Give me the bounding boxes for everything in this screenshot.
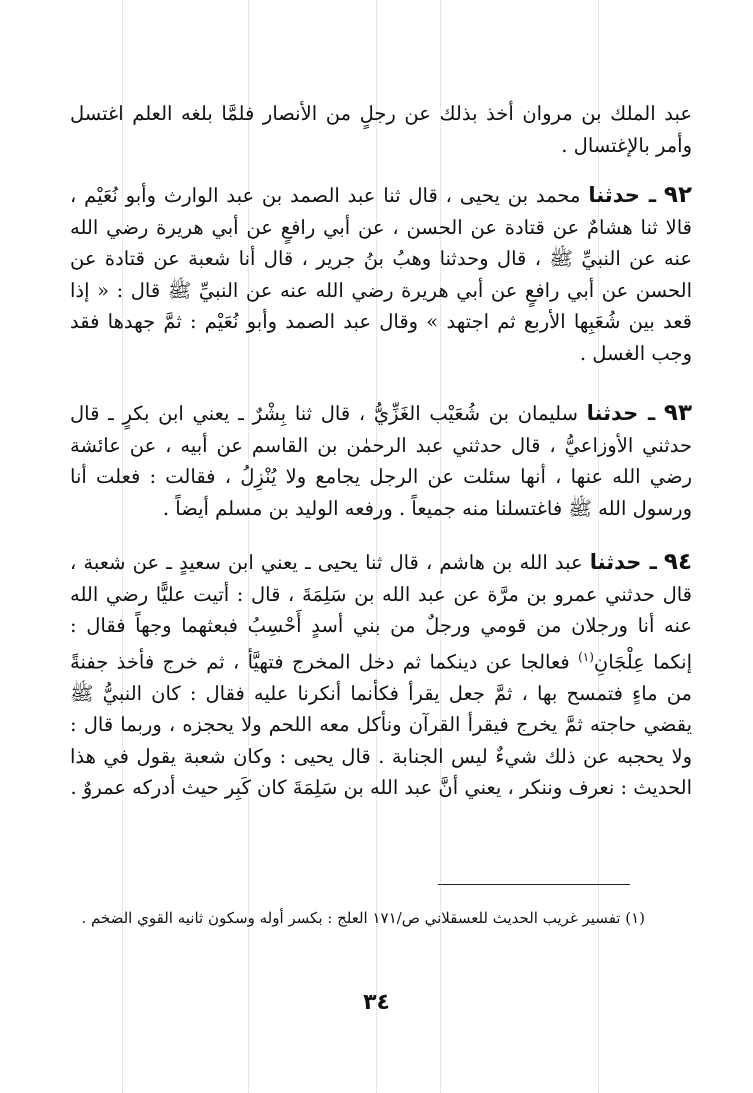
hadith-number: ٩٣ [663, 400, 692, 426]
hadith-92: ٩٢ ـ حدثنا محمد بن يحيى ، قال ثنا عبد الصمد بن عبد الوارث وأبو نُعَيْم ، قالا ثنا هشامٌ عن قتادة عن الحسن ، عن أبي رافعٍ عن أبي هريرة رضي الله عنه عن النبيِّ ﷺ ، قال وحدثنا وهبُ بنُ جرير ، قال أنا شعبة عن قتادة عن الحسن عن أبي رافعٍ عن أبي هريرة رضي الله عنه عن النبيِّ ﷺ قال : « إذا قعد بين شُعَبِها الأربع ثم اجتهد » وقال عبد الصمد وأبو نُعَيْم : ثمَّ جهدها فقد وجب الغسل . [70, 182, 692, 365]
hadith-body: سليمان بن شُعَيْب الغَزِّيُّ ، قال ثنا بِشْرٌ ـ يعني ابن بكرٍ ـ قال حدثني الأوزاعيُّ ، قال حدثني عبد الرحمٰن بن القاسم عن أبيه ، عن عائشة رضي الله عنها ، أنها سئلت عن الرجل يجامع ولا يُنْزِلُ ، فقالت : فعلت أنا ورسول الله ﷺ فاغتسلنا منه جميعاً . ورفعه الوليد بن مسلم أيضاً . [70, 402, 692, 520]
footnote [70, 905, 645, 931]
footnote-reference: (١) [578, 649, 594, 664]
intro-paragraph [70, 98, 692, 161]
hadith-number: ٩٤ [663, 549, 692, 575]
hadith-body-continued: فعالجا عن دينكما ثم دخل المخرج فتهيَّأ ، ثم خرج فأخذ جفنةً من ماءٍ فتمسح بها ، ثمَّ جعل يقرأ فكأنما أنكرنا عليه فقال : كان النبيُّ ﷺ يقضي حاجته ثمَّ يخرج فيقرأ القرآن ونأكل معه اللحم ولا يحجزه ، وربما قال : ولا يحجبه عن ذلك شيءٌ ليس الجنابة . قال يحيى : وكان شعبة يقول في هذا الحديث : نعرف وننكر ، يعني أنَّ عبد الله بن سَلِمَةَ كان كَبِر حيث أدركه عمروٌ . [70, 650, 692, 799]
footnote-text: (١) تفسير غريب الحديث للعسقلاني ص/١٧١ العلج : بكسر أوله وسكون ثانيه القوي الضخم . [81, 909, 645, 927]
hadith-93: ٩٣ ـ حدثنا سليمان بن شُعَيْب الغَزِّيُّ ، قال ثنا بِشْرٌ ـ يعني ابن بكرٍ ـ قال حدثني الأوزاعيُّ ، قال حدثني عبد الرحمٰن بن القاسم عن أبيه ، عن عائشة رضي الله عنها ، أنها سئلت عن الرجل يجامع ولا يُنْزِلُ ، فقالت : فعلت أنا ورسول الله ﷺ فاغتسلنا منه جميعاً . ورفعه الوليد بن مسلم أيضاً . [70, 400, 692, 520]
hadith-number: ٩٢ [663, 182, 692, 208]
hadith-body: محمد بن يحيى ، قال ثنا عبد الصمد بن عبد الوارث وأبو نُعَيْم ، قالا ثنا هشامٌ عن قتادة عن الحسن ، عن أبي رافعٍ عن أبي هريرة رضي الله عنه عن النبيِّ ﷺ ، قال وحدثنا وهبُ بنُ جرير ، قال أنا شعبة عن قتادة عن الحسن عن أبي رافعٍ عن أبي هريرة رضي الله عنه عن النبيِّ ﷺ قال : « إذا قعد بين شُعَبِها الأربع ثم اجتهد » وقال عبد الصمد وأبو نُعَيْم : ثمَّ جهدها فقد وجب الغسل . [70, 184, 692, 365]
footnote-divider [438, 884, 630, 885]
intro-text: عبد الملك بن مروان أخذ بذلك عن رجلٍ من الأنصار فلمَّا بلغه العلم اغتسل وأمر بالإغتسال . [70, 102, 692, 157]
hadith-heading: حدثنا [589, 550, 642, 574]
hadith-heading: حدثنا [588, 183, 640, 207]
hadith-94: ٩٤ ـ حدثنا عبد الله بن هاشم ، قال ثنا يحيى ـ يعني ابن سعيدٍ ـ عن شعبة ، قال حدثني عمرو بن مرَّة عن عبد الله بن سَلِمَةَ ، قال : أتيت عليًّا رضي الله عنه أنا ورجلان من قومي ورجلٌ من بني أسدٍ أَحْسِبُ فبعثهما وجهاً فقال : إنكما عِلْجَانِ$^{(١)}$ فعالجا عن دينكما ثم دخل المخرج فتهيَّأ ، ثم خرج فأخذ جفنةً من ماءٍ فتمسح بها ، ثمَّ جعل يقرأ فكأنما أنكرنا عليه فقال : كان النبيُّ ﷺ يقضي حاجته ثمَّ يخرج فيقرأ القرآن ونأكل معه اللحم ولا يحجزه ، وربما قال : ولا يحجبه عن ذلك شيءٌ ليس الجنابة . قال يحيى : وكان شعبة يقول في هذا الحديث : نعرف وننكر ، يعني أنَّ عبد الله بن سَلِمَةَ كان كَبِر حيث أدركه عمروٌ . [70, 549, 692, 799]
hadith-heading: حدثنا [586, 401, 639, 425]
page-number: ٣٤ [363, 990, 390, 1015]
hadith-body: عبد الله بن هاشم ، قال ثنا يحيى ـ يعني ابن سعيدٍ ـ عن شعبة ، قال حدثني عمرو بن مرَّة عن عبد الله بن سَلِمَةَ ، قال : أتيت عليًّا رضي الله عنه أنا ورجلان من قومي ورجلٌ من بني أسدٍ أَحْسِبُ فبعثهما وجهاً فقال : إنكما عِلْجَانِ [70, 551, 692, 673]
